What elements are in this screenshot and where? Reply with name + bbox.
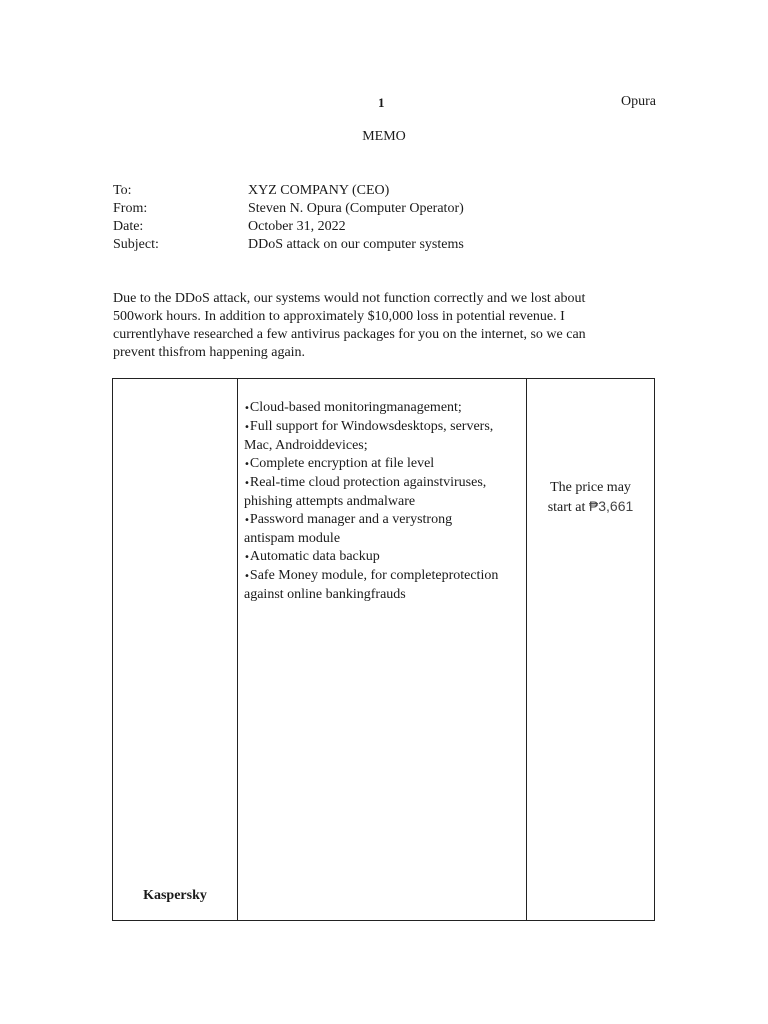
body-line: prevent thisfrom happening again.: [113, 345, 306, 360]
header-label: Date:: [113, 219, 144, 234]
header-label: Subject:: [113, 237, 159, 252]
bullet-icon: •: [244, 552, 250, 563]
feature-item: [244, 511, 520, 548]
header-row-date: [113, 218, 464, 236]
memo-body: [113, 290, 633, 362]
feature-text: Cloud-based monitoringmanagement;: [249, 400, 462, 415]
feature-text: Complete encryption at file level: [249, 456, 435, 471]
header-row-from: [113, 200, 464, 218]
feature-text: Automatic data backup: [249, 549, 380, 564]
header-row-to: [113, 182, 464, 200]
page-number: 1: [378, 95, 385, 110]
product-name: Kaspersky: [143, 888, 207, 903]
body-line: currentlyhave researched a few antivirus packages for you on the internet, so we can: [113, 327, 586, 342]
price-cell: [527, 379, 654, 920]
features-cell: [238, 379, 527, 920]
feature-item: [244, 455, 520, 474]
feature-text: against online bankingfrauds: [244, 587, 406, 602]
price-prefix: start at: [547, 500, 589, 515]
feature-text: Password manager and a verystrong: [249, 512, 453, 527]
header-value: DDoS attack on our computer systems: [248, 237, 464, 252]
bullet-icon: •: [244, 478, 250, 489]
body-line: Due to the DDoS attack, our systems would not function correctly and we lost about: [113, 291, 586, 306]
header-row-subject: [113, 236, 464, 254]
feature-item: [244, 418, 520, 455]
bullet-icon: •: [244, 515, 250, 526]
bullet-icon: •: [244, 459, 250, 470]
feature-item: [244, 548, 520, 567]
price-text: [527, 479, 654, 517]
memo-title: MEMO: [362, 129, 406, 144]
antivirus-table: [112, 378, 655, 921]
feature-item: [244, 399, 520, 418]
price-line: The price may: [550, 480, 631, 495]
feature-text: Safe Money module, for completeprotection: [249, 568, 499, 583]
feature-text: Mac, Androiddevices;: [244, 438, 368, 453]
header-value: XYZ COMPANY (CEO): [248, 183, 390, 198]
feature-text: Real-time cloud protection againstviruses,: [249, 475, 487, 490]
header-value: Steven N. Opura (Computer Operator): [248, 201, 464, 216]
memo-header: [113, 182, 464, 254]
feature-text: antispam module: [244, 531, 341, 546]
header-label: To:: [113, 183, 132, 198]
running-head: Opura: [621, 94, 656, 109]
feature-item: [244, 567, 520, 604]
header-label: From:: [113, 201, 148, 216]
feature-text: Full support for Windowsdesktops, servers,: [249, 419, 494, 434]
header-value: October 31, 2022: [248, 219, 346, 234]
feature-text: phishing attempts andmalware: [244, 494, 416, 509]
bullet-icon: •: [244, 422, 250, 433]
feature-item: [244, 474, 520, 511]
price-amount: ₱3,661: [588, 498, 634, 514]
bullet-icon: •: [244, 571, 250, 582]
body-line: 500work hours. In addition to approximately $10,000 loss in potential revenue. I: [113, 309, 565, 324]
product-name-cell: [113, 379, 238, 920]
bullet-icon: •: [244, 403, 250, 414]
